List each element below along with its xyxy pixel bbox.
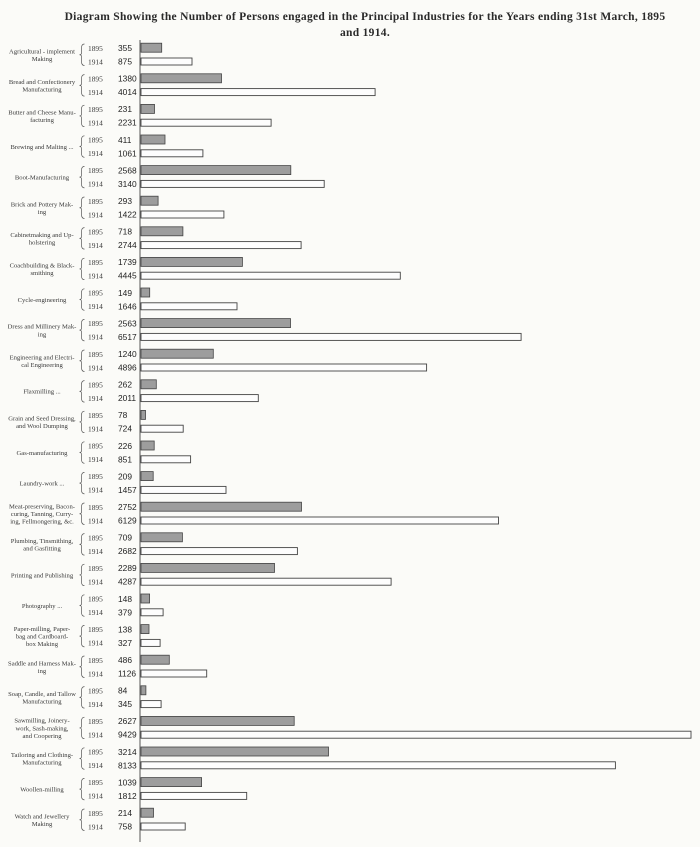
year-label-1914: 1914 — [88, 608, 103, 618]
bar-1914 — [141, 609, 163, 616]
row-brace — [80, 595, 85, 617]
value-label-1895: 78 — [118, 410, 128, 421]
year-label-1914: 1914 — [88, 791, 103, 801]
bar-1914 — [141, 303, 237, 310]
bar-1914 — [141, 364, 427, 371]
bar-1914 — [141, 425, 183, 432]
year-label-1895: 1895 — [88, 196, 103, 206]
row-brace — [80, 564, 85, 586]
year-label-1914: 1914 — [88, 730, 103, 740]
value-label-1895: 84 — [118, 685, 128, 696]
industry-label: Agricultural - implement Making — [9, 48, 75, 63]
value-label-1914: 6517 — [118, 331, 137, 342]
value-label-1895: 226 — [118, 440, 132, 451]
value-label-1895: 209 — [118, 471, 132, 482]
bar-1895 — [141, 410, 146, 419]
bar-1895 — [141, 472, 153, 481]
value-label-1914: 851 — [118, 454, 132, 465]
bar-1895 — [141, 747, 329, 756]
year-label-1895: 1895 — [88, 808, 103, 818]
industry-label: Cycle-engineering — [17, 296, 67, 304]
row-brace — [80, 809, 85, 831]
bar-1895 — [141, 563, 275, 572]
value-label-1914: 1457 — [118, 484, 137, 495]
row-brace — [80, 687, 85, 709]
bar-1895 — [141, 533, 182, 542]
chart-title: Diagram Showing the Number of Persons engaged in the Principal Industries for the Years ending 31st March, 1895 and 1914. — [64, 11, 666, 39]
value-label-1914: 1646 — [118, 301, 137, 312]
bar-1914 — [141, 548, 297, 555]
bar-1895 — [141, 43, 162, 52]
industry-label: Brewing and Malting ... — [10, 143, 74, 151]
year-label-1895: 1895 — [88, 319, 103, 329]
industry-label: Flaxmilling ... — [23, 388, 61, 396]
industry-label: Saddle and Harness Mak-ing — [8, 660, 76, 675]
year-label-1914: 1914 — [88, 761, 103, 771]
value-label-1895: 1039 — [118, 777, 137, 788]
value-label-1914: 4896 — [118, 362, 137, 373]
value-label-1895: 1739 — [118, 257, 137, 268]
row-brace — [80, 503, 85, 525]
year-label-1895: 1895 — [88, 411, 103, 420]
bar-1895 — [141, 594, 150, 603]
row-brace — [80, 319, 85, 341]
year-label-1895: 1895 — [88, 747, 103, 757]
value-label-1895: 1380 — [118, 73, 137, 84]
bar-1895 — [141, 380, 156, 389]
bar-1895 — [141, 349, 213, 358]
year-label-1895: 1895 — [88, 472, 103, 482]
value-label-1895: 486 — [118, 655, 132, 665]
year-label-1895: 1895 — [88, 74, 103, 84]
row-brace — [80, 748, 85, 770]
value-label-1895: 149 — [118, 287, 132, 298]
year-label-1914: 1914 — [88, 516, 103, 526]
bar-1895 — [141, 135, 165, 144]
bar-1914 — [141, 119, 271, 126]
bar-1895 — [141, 778, 202, 787]
row-brace — [80, 442, 85, 464]
industry-label: Woollen-milling — [20, 786, 64, 794]
year-label-1914: 1914 — [88, 302, 103, 312]
bar-1895 — [141, 166, 291, 175]
value-label-1895: 231 — [118, 104, 132, 115]
value-label-1895: 2568 — [118, 165, 137, 176]
value-label-1895: 262 — [118, 379, 132, 390]
row-brace — [80, 105, 85, 127]
value-label-1895: 709 — [118, 532, 132, 543]
industry-label: Printing and Publishing — [10, 572, 74, 580]
year-label-1895: 1895 — [88, 533, 103, 543]
value-label-1895: 2563 — [118, 318, 137, 329]
value-label-1914: 1812 — [118, 790, 137, 801]
year-label-1895: 1895 — [88, 564, 103, 573]
industry-label: Soap, Candle, and Tallow Manufacturing — [8, 690, 76, 706]
year-label-1895: 1895 — [88, 717, 103, 726]
year-label-1914: 1914 — [88, 87, 103, 97]
bar-1895 — [141, 441, 154, 450]
year-label-1914: 1914 — [88, 332, 103, 342]
bar-1895 — [141, 257, 242, 266]
year-label-1914: 1914 — [88, 363, 103, 373]
bar-1895 — [141, 319, 291, 328]
bar-1914 — [141, 89, 375, 96]
year-label-1895: 1895 — [88, 655, 103, 665]
bar-1895 — [141, 716, 294, 725]
industry-label: Sawmilling, Joinery-work, Sash-making, and Coopering — [14, 717, 70, 740]
value-label-1914: 1061 — [118, 148, 137, 159]
industry-label: Cabinetmaking and Up-holstering — [10, 231, 74, 247]
industry-label: Coachbuilding & Black-smithing — [9, 262, 75, 278]
row-brace — [80, 778, 85, 800]
industry-label: Tailoring and Clothing-Manufacturing — [10, 752, 74, 767]
year-label-1914: 1914 — [88, 149, 103, 159]
value-label-1895: 718 — [118, 226, 132, 237]
bar-1914 — [141, 395, 258, 402]
bar-1914 — [141, 517, 499, 524]
year-label-1914: 1914 — [88, 485, 103, 495]
year-label-1914: 1914 — [88, 179, 103, 189]
value-label-1914: 4445 — [118, 270, 137, 281]
bar-1914 — [141, 486, 226, 493]
bar-1914 — [141, 211, 224, 218]
row-brace — [80, 472, 85, 494]
year-label-1914: 1914 — [88, 57, 103, 67]
value-label-1914: 875 — [118, 56, 132, 67]
row-brace — [80, 534, 85, 556]
bar-1895 — [141, 227, 183, 236]
row-brace — [80, 44, 85, 66]
value-label-1914: 2744 — [118, 240, 137, 251]
year-label-1895: 1895 — [88, 594, 103, 604]
row-brace — [80, 289, 85, 311]
value-label-1895: 214 — [118, 808, 132, 818]
row-brace — [80, 656, 85, 678]
year-label-1895: 1895 — [88, 288, 103, 298]
year-label-1895: 1895 — [88, 349, 103, 359]
industry-label: Bread and Confectionery Manufacturing — [8, 78, 76, 94]
year-label-1914: 1914 — [88, 699, 103, 709]
industry-label: Gas-manufacturing — [16, 449, 68, 457]
year-label-1914: 1914 — [88, 393, 103, 403]
year-label-1914: 1914 — [88, 546, 103, 556]
value-label-1914: 3140 — [118, 178, 137, 189]
year-label-1914: 1914 — [88, 118, 103, 128]
value-label-1914: 2011 — [118, 393, 137, 404]
bar-1895 — [141, 686, 146, 695]
value-label-1914: 1422 — [118, 209, 137, 220]
year-label-1914: 1914 — [88, 271, 103, 281]
industry-label: Watch and Jewellery Making — [14, 813, 70, 828]
value-label-1895: 355 — [118, 43, 132, 53]
value-label-1914: 327 — [118, 637, 132, 648]
industry-label: Paper-milling, Paper-bag and Cardboard-box Making — [13, 625, 71, 648]
year-label-1914: 1914 — [88, 424, 103, 434]
bar-1914 — [141, 333, 521, 340]
industry-label: Meat-preserving, Bacon-curing, Tanning, Curry-ing, Fellmongering, &c. — [9, 503, 75, 526]
bar-1914 — [141, 242, 301, 249]
row-brace — [80, 166, 85, 188]
bar-1914 — [141, 58, 192, 65]
year-label-1895: 1895 — [88, 105, 103, 114]
bar-1914 — [141, 670, 207, 677]
industry-label: Engineering and Electri-cal Engineering — [9, 354, 75, 369]
value-label-1914: 9429 — [118, 729, 137, 740]
row-brace — [80, 228, 85, 250]
value-label-1895: 138 — [118, 624, 132, 635]
bar-1895 — [141, 502, 302, 511]
year-label-1895: 1895 — [88, 686, 103, 696]
row-brace — [80, 136, 85, 158]
year-label-1895: 1895 — [88, 625, 103, 635]
row-brace — [80, 625, 85, 647]
bar-1895 — [141, 655, 169, 664]
row-brace — [80, 350, 85, 372]
industry-label: Boot-Manufacturing — [14, 174, 70, 182]
value-label-1895: 2752 — [118, 502, 137, 512]
value-label-1895: 2627 — [118, 716, 137, 727]
row-brace — [80, 258, 85, 280]
bar-1914 — [141, 456, 191, 463]
bar-1914 — [141, 762, 615, 769]
value-label-1914: 379 — [118, 607, 132, 618]
bar-1914 — [141, 272, 400, 279]
industry-label: Photography ... — [21, 602, 63, 610]
year-label-1914: 1914 — [88, 822, 103, 832]
year-label-1895: 1895 — [88, 380, 103, 390]
year-label-1914: 1914 — [88, 210, 103, 220]
value-label-1895: 411 — [118, 134, 132, 145]
industry-label: Dress and Millinery Mak-ing — [7, 323, 77, 339]
bar-1895 — [141, 196, 158, 205]
value-label-1914: 758 — [118, 821, 132, 832]
value-label-1914: 724 — [118, 423, 132, 434]
year-label-1895: 1895 — [88, 227, 103, 237]
bar-1895 — [141, 625, 149, 634]
value-label-1895: 148 — [118, 593, 132, 604]
row-brace — [80, 717, 85, 739]
year-label-1895: 1895 — [88, 778, 103, 788]
row-brace — [80, 197, 85, 219]
bar-1914 — [141, 792, 247, 799]
bar-1914 — [141, 731, 691, 738]
year-label-1895: 1895 — [88, 135, 103, 145]
bar-1914 — [141, 150, 203, 157]
year-label-1914: 1914 — [88, 455, 103, 465]
value-label-1914: 4014 — [118, 87, 137, 98]
bar-1914 — [141, 701, 161, 708]
industry-label: Plumbing, Tinsmithing, and Gasfitting — [10, 537, 74, 553]
value-label-1895: 293 — [118, 196, 132, 206]
bar-1895 — [141, 808, 154, 817]
row-brace — [80, 75, 85, 97]
value-label-1914: 2682 — [118, 546, 137, 557]
value-label-1914: 4287 — [118, 576, 137, 587]
value-label-1914: 345 — [118, 699, 132, 710]
year-label-1895: 1895 — [88, 258, 103, 267]
bar-1895 — [141, 74, 222, 83]
year-label-1895: 1895 — [88, 166, 103, 176]
value-label-1895: 1240 — [118, 349, 137, 359]
value-label-1914: 2231 — [118, 117, 137, 128]
year-label-1914: 1914 — [88, 577, 103, 587]
bar-1914 — [141, 578, 391, 585]
bar-1895 — [141, 288, 150, 297]
year-label-1914: 1914 — [88, 240, 103, 250]
year-label-1895: 1895 — [88, 502, 103, 512]
bar-1895 — [141, 104, 155, 113]
bar-1914 — [141, 823, 185, 830]
industry-label: Grain and Seed Dressing, and Wool Dumping — [8, 415, 76, 431]
row-brace — [80, 411, 85, 433]
year-label-1895: 1895 — [88, 441, 103, 451]
bar-1914 — [141, 639, 160, 646]
year-label-1895: 1895 — [88, 43, 103, 53]
year-label-1914: 1914 — [88, 669, 103, 679]
value-label-1895: 2289 — [118, 563, 137, 574]
value-label-1914: 1126 — [118, 668, 137, 679]
value-label-1895: 3214 — [118, 746, 137, 757]
industry-label: Laundry-work ... — [19, 480, 65, 488]
year-label-1914: 1914 — [88, 638, 103, 648]
industry-label: Brick and Pottery Mak-ing — [10, 201, 74, 216]
bar-1914 — [141, 180, 324, 187]
value-label-1914: 6129 — [118, 515, 137, 526]
industry-label: Butter and Cheese Manu-facturing — [8, 109, 76, 124]
row-brace — [80, 381, 85, 403]
value-label-1914: 8133 — [118, 760, 137, 771]
